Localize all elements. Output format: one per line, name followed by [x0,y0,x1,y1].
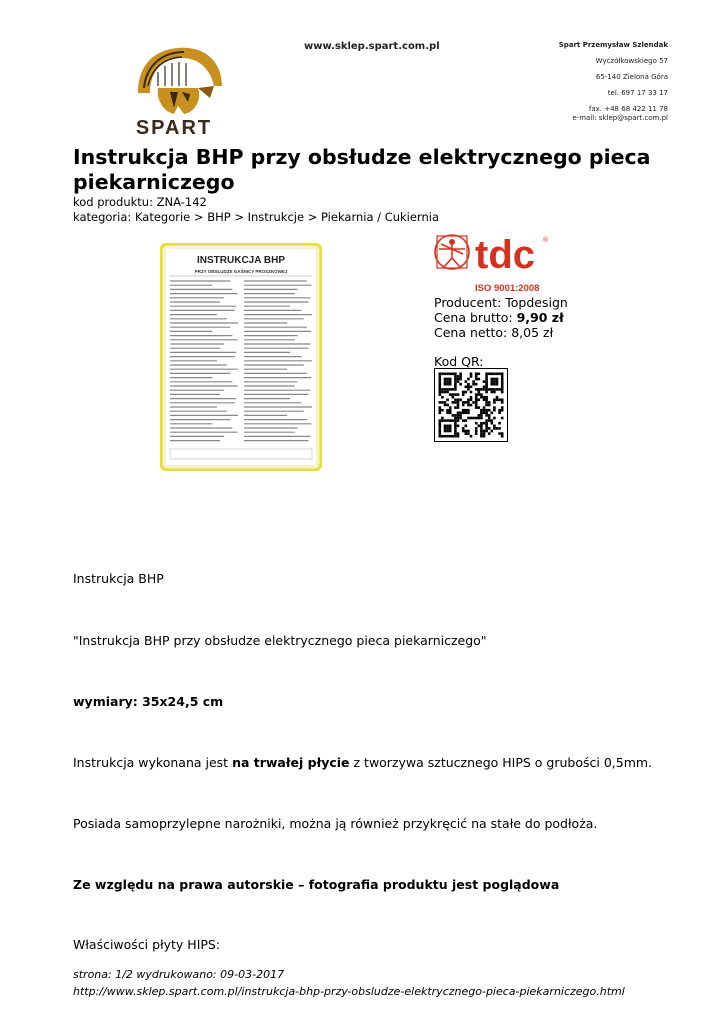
product-info [434,295,568,340]
footer-page-info: strona: 1/2 wydrukowano: 09-03-2017 [73,968,285,981]
company-street: Wyczółkowskiego 57 [595,57,668,65]
desc-line-2: "Instrukcja BHP przy obsłudze elektrycznego pieca piekarniczego" [73,633,487,648]
net-price-label: Cena netto: [434,325,512,340]
product-code-value: ZNA-142 [156,195,207,209]
producer [434,295,568,310]
desc-dimensions: wymiary: 35x24,5 cm [73,694,224,709]
desc-line-1: Instrukcja BHP [73,571,164,586]
company-email[interactable]: e-mail: sklep@spart.com.pl [572,114,668,122]
footer [73,966,625,1000]
tdc-text: tdc [475,233,535,277]
product-image [160,243,322,471]
logo-text: SPART [135,117,213,138]
net-price-value: 8,05 zł [511,325,554,340]
product-title: Instrukcja BHP przy obsłudze elektrycznego pieca piekarniczego [73,145,651,194]
desc-material-start: Instrukcja wykonana jest [73,755,233,770]
product-code-label: kod produktu: [73,195,157,209]
sign-subtitle: PRZY OBSŁUDZE GAŚNICY PROSZKOWEJ [194,269,288,274]
desc-material [73,755,652,770]
company-phone: tel. 697 17 33 17 [607,89,668,97]
desc-hips-properties: Właściwości płyty HIPS: [73,937,221,952]
product-code [73,195,207,209]
tdc-brand-logo [433,230,551,294]
company-name: Spart Przemysław Szlendak [558,41,668,49]
company-info [559,37,668,123]
desc-copyright: Ze względu na prawa autorskie – fotografia produktu jest poglądowa [73,877,560,892]
qr-label: Kod QR: [434,354,484,369]
sign-title: INSTRUKCJA BHP [197,255,285,266]
category-label: kategoria: [73,210,135,224]
qr-code [434,368,508,442]
gross-price-label: Cena brutto: [434,310,517,325]
desc-mounting: Posiada samoprzylepne narożniki, można ją również przykręcić na stałe do podłoża. [73,816,598,831]
svg-text:®: ® [543,237,549,244]
site-url[interactable]: www.sklep.spart.com.pl [304,41,440,52]
spart-logo [118,38,230,138]
gross-price-value: 9,90 zł [516,310,564,325]
gross-price [434,310,568,325]
desc-material-end: z tworzywa sztucznego HIPS o grubości 0,5mm. [349,755,653,770]
company-city: 65-140 Zielona Góra [595,73,668,81]
category-path[interactable]: Kategorie > BHP > Instrukcje > Piekarnia / Cukiernia [134,210,440,224]
net-price [434,325,568,340]
tdc-iso: ISO 9001:2008 [475,283,540,294]
company-fax: fax. +48 68 422 11 78 [588,105,668,113]
product-category [73,210,439,224]
desc-material-bold: na trwałej płycie [232,755,350,770]
producer-value: Topdesign [505,295,568,310]
footer-url[interactable]: http://www.sklep.spart.com.pl/instrukcja-bhp-przy-obsludze-elektrycznego-pieca-piekarniczego.html [73,985,625,998]
producer-label: Producent: [434,295,506,310]
